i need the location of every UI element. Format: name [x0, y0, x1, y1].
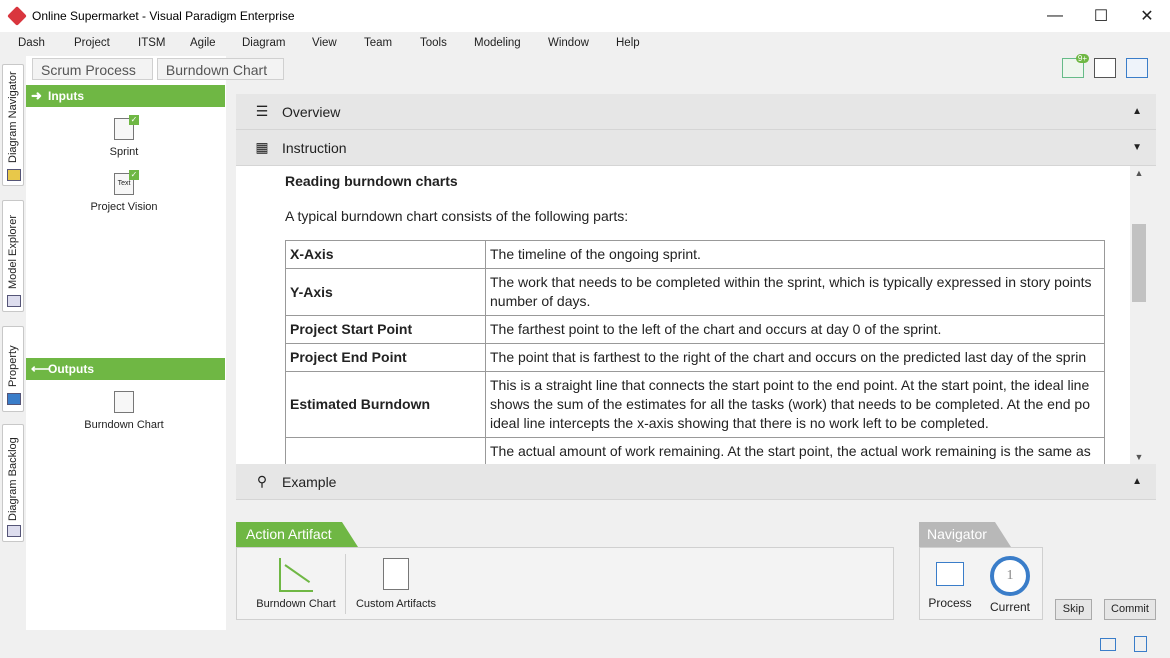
check-icon: ✓	[130, 115, 138, 124]
instruction-content	[236, 166, 1148, 464]
property-icon	[7, 393, 21, 405]
output-label: Burndown Chart	[84, 419, 164, 431]
arrow-right-icon: ➜	[31, 88, 42, 103]
navigator-current[interactable]	[980, 556, 1040, 614]
announcement-icon[interactable]	[1062, 54, 1087, 78]
breadcrumb-burndown-chart[interactable]: Burndown Chart	[157, 58, 284, 80]
action-label: Custom Artifacts	[355, 598, 437, 610]
output-burndown-chart[interactable]	[64, 391, 184, 431]
text-doc-icon	[114, 170, 138, 195]
current-label: Current	[989, 600, 1030, 614]
table-desc: The actual amount of work remaining. At the start point, the actual work remaining is the same as	[486, 438, 1105, 465]
collapse-up-icon[interactable]: ▲	[1132, 476, 1142, 487]
edit-document-icon[interactable]	[1134, 636, 1147, 652]
current-step-circle: 1	[990, 556, 1030, 596]
action-custom-artifacts[interactable]	[346, 558, 446, 610]
overview-panel-header[interactable]	[236, 94, 1156, 130]
menu-diagram[interactable]: Diagram	[242, 37, 286, 49]
arrow-left-icon: ⟵	[31, 361, 50, 376]
scroll-down-icon[interactable]: ▼	[1134, 452, 1144, 462]
table-term: Estimated Burndown	[286, 372, 486, 438]
action-artifact-box	[236, 547, 894, 620]
table-desc: The timeline of the ongoing sprint.	[486, 241, 1105, 269]
burndown-line	[284, 564, 310, 583]
process-label: Process	[928, 596, 972, 610]
doc-icon-text: Text	[117, 180, 131, 187]
title-bar	[0, 0, 1170, 32]
tab-label: Diagram Backlog	[7, 437, 19, 521]
tab-label: Property	[7, 345, 19, 387]
menu-project[interactable]: Project	[74, 37, 110, 49]
menu-modeling[interactable]: Modeling	[474, 37, 521, 49]
custom-artifact-icon	[383, 558, 409, 590]
scroll-thumb[interactable]	[1132, 224, 1146, 302]
table-term	[286, 438, 486, 465]
layout-icon[interactable]	[1126, 58, 1148, 78]
process-icon	[936, 562, 964, 586]
minimize-icon[interactable]: —	[1047, 7, 1063, 24]
table-row	[286, 438, 1105, 465]
tab-label: Model Explorer	[7, 215, 19, 289]
menu-window[interactable]: Window	[548, 37, 589, 49]
menu-bar	[0, 32, 1170, 54]
top-right-toolbar	[1062, 54, 1148, 78]
skip-button[interactable]: Skip	[1055, 599, 1092, 620]
notification-badge: 9+	[1077, 54, 1087, 63]
list-icon: ☰	[255, 103, 269, 119]
explorer-icon	[7, 295, 21, 307]
scroll-up-icon[interactable]: ▲	[1134, 168, 1144, 178]
status-bar	[0, 632, 1170, 658]
mail-icon[interactable]	[1100, 638, 1116, 651]
navigator-process[interactable]	[920, 556, 980, 610]
menu-dash[interactable]: Dash	[18, 37, 45, 49]
outputs-title: Outputs	[48, 362, 94, 376]
menu-team[interactable]: Team	[364, 37, 393, 49]
inputs-header	[26, 85, 225, 107]
breadcrumb	[32, 58, 288, 80]
instruction-intro: A typical burndown chart consists of the following parts:	[285, 208, 629, 224]
example-panel-header[interactable]	[236, 464, 1156, 500]
table-desc: The farthest point to the left of the chart and occurs at day 0 of the sprint.	[486, 316, 1105, 344]
window-title: Online Supermarket - Visual Paradigm Enterprise	[32, 9, 295, 23]
breadcrumb-scrum-process[interactable]: Scrum Process	[32, 58, 153, 80]
input-label: Project Vision	[90, 201, 158, 213]
tab-model-explorer[interactable]	[2, 200, 24, 312]
window-controls	[1032, 0, 1170, 32]
menu-itsm[interactable]: ITSM	[138, 37, 166, 49]
sprint-icon	[114, 115, 138, 140]
table-term: Project Start Point	[286, 316, 486, 344]
menu-help[interactable]: Help	[616, 37, 640, 49]
menu-tools[interactable]: Tools	[420, 37, 447, 49]
example-title: Example	[282, 473, 337, 490]
tab-property[interactable]	[2, 326, 24, 412]
tab-diagram-navigator[interactable]	[2, 64, 24, 186]
table-row	[286, 344, 1105, 372]
backlog-icon	[7, 525, 21, 537]
side-tab-strip	[0, 56, 26, 636]
table-term: Project End Point	[286, 344, 486, 372]
navigator-box	[919, 547, 1043, 620]
input-project-vision[interactable]	[64, 170, 184, 213]
table-row	[286, 372, 1105, 438]
action-artifact-tab	[236, 522, 342, 547]
navigator-title: Navigator	[927, 526, 987, 542]
input-label: Sprint	[109, 146, 139, 158]
table-desc: This is a straight line that connects the start point to the end point. At the start point, the ideal line shows the sum of the estimates for all the tasks (work) that needs to be completed. At the end po ideal line intercepts the x-axis showing that there is no work left to be completed.	[486, 372, 1105, 438]
overview-title: Overview	[282, 103, 341, 120]
content-scrollbar[interactable]	[1130, 166, 1148, 464]
table-row	[286, 269, 1105, 316]
table-desc: The point that is farthest to the right of the chart and occurs on the predicted last day of the sprin	[486, 344, 1105, 372]
tab-diagram-backlog[interactable]	[2, 424, 24, 542]
table-term: Y-Axis	[286, 269, 486, 316]
table-term: X-Axis	[286, 241, 486, 269]
check-icon: ✓	[130, 170, 138, 179]
instruction-title: Instruction	[282, 139, 347, 156]
action-label: Burndown Chart	[256, 598, 336, 610]
action-burndown-chart[interactable]	[246, 558, 346, 610]
table-row	[286, 316, 1105, 344]
document-icon	[114, 391, 134, 413]
instruction-icon: ▦	[255, 139, 269, 155]
menu-view[interactable]: View	[312, 37, 337, 49]
input-sprint[interactable]	[64, 115, 184, 158]
menu-agile[interactable]: Agile	[190, 37, 216, 49]
table-row	[286, 241, 1105, 269]
instruction-panel-header[interactable]	[236, 130, 1156, 166]
fit-size-icon[interactable]	[1094, 58, 1116, 78]
close-icon[interactable]: ✕	[1140, 8, 1154, 25]
collapse-up-icon[interactable]: ▲	[1132, 106, 1142, 117]
instruction-heading: Reading burndown charts	[285, 173, 458, 189]
maximize-icon[interactable]: ☐	[1093, 8, 1109, 25]
outputs-header	[26, 358, 225, 380]
burndown-chart-icon	[279, 558, 313, 592]
parts-table	[285, 240, 1105, 464]
expand-down-icon[interactable]: ▼	[1132, 142, 1142, 153]
navigator-tab	[919, 522, 995, 547]
commit-button[interactable]: Commit	[1104, 599, 1156, 620]
table-desc: The work that needs to be completed within the sprint, which is typically expressed in story points number of days.	[486, 269, 1105, 316]
inputs-title: Inputs	[48, 89, 84, 103]
action-artifact-title: Action Artifact	[246, 526, 332, 542]
navigator-icon	[7, 169, 21, 181]
search-icon: ⚲	[256, 473, 268, 489]
tab-label: Diagram Navigator	[7, 71, 19, 163]
app-logo-icon	[7, 6, 27, 26]
